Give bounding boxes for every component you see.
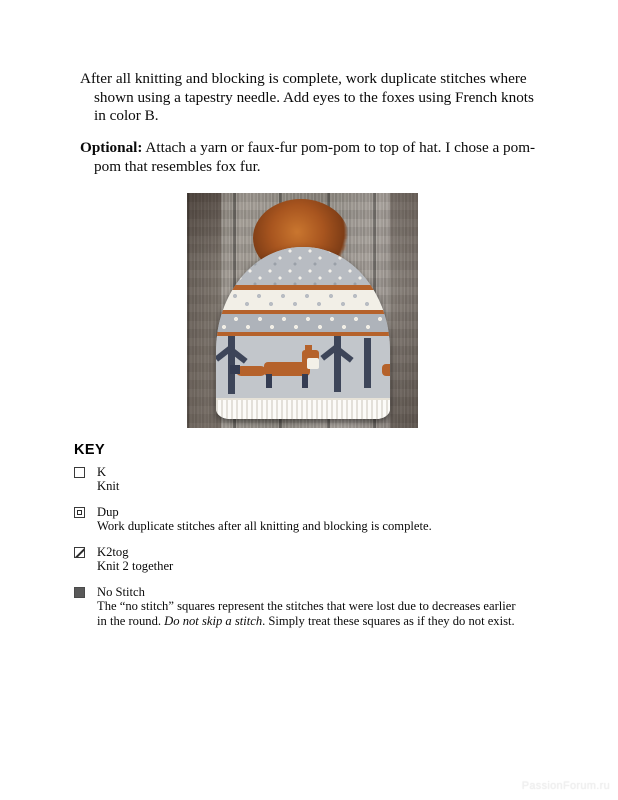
paragraph-instructions-text: After all knitting and blocking is complete, work duplicate stitches where shown using a tapestry needle. Add eyes to the foxes using French knots in color B. (80, 70, 534, 125)
key-desc-k2tog: Knit 2 together (97, 559, 174, 574)
key-entry-dup (74, 505, 524, 534)
key-entry-k (74, 465, 524, 494)
fox-secondary-partial (382, 364, 390, 376)
empty-square-icon (74, 467, 85, 478)
hat-fox-scene-band (216, 336, 390, 398)
hat-photograph (187, 193, 418, 428)
knitted-hat (216, 247, 390, 419)
hat-gray-band-2 (216, 314, 390, 332)
key-label-no-stitch: No Stitch (97, 585, 145, 599)
key-desc-no-stitch (97, 599, 524, 628)
intro-text-block (80, 70, 540, 177)
hat-crown-band (216, 247, 390, 285)
key-desc-no-stitch-emphasis: Do not skip a stitch (164, 614, 263, 628)
fox-tail-tip (230, 365, 240, 374)
fox-leg-back (266, 374, 272, 388)
key-heading: KEY (74, 442, 106, 458)
key-label-k: K (97, 465, 107, 479)
fox-ear (305, 345, 312, 352)
hat-ribbed-brim (216, 398, 390, 419)
fox-tail (236, 366, 266, 376)
square-with-center-square-icon (74, 507, 85, 518)
paragraph-optional (80, 139, 540, 176)
tree-motif-far-right (364, 338, 371, 388)
wood-plank-dark-right (390, 193, 418, 428)
key-entry-k2tog (74, 545, 524, 574)
fox-leg-front (302, 374, 308, 388)
photo-wood-background (187, 193, 418, 428)
key-label-k2tog: K2tog (97, 545, 129, 559)
paragraph-instructions (80, 70, 540, 126)
optional-lead-label: Optional: (80, 139, 143, 157)
square-with-diagonal-icon (74, 547, 85, 558)
watermark: PassionForum.ru (521, 780, 610, 792)
key-desc-k: Knit (97, 479, 120, 494)
key-section (74, 442, 524, 629)
key-entry-no-stitch (74, 585, 524, 629)
key-desc-dup: Work duplicate stitches after all knitting and blocking is complete. (97, 519, 432, 534)
paragraph-optional-text: Attach a yarn or faux-fur pom-pom to top of hat. I chose a pom-pom that resembles fox fur. (94, 139, 536, 175)
filled-gray-square-icon (74, 587, 85, 598)
fox-snout (307, 358, 319, 369)
key-desc-no-stitch-post: . Simply treat these squares as if they do not exist. (262, 614, 515, 628)
key-desc-no-stitch-pre: The “no stitch” squares represent the stitches that were lost due to decreases earlier in the round. (97, 599, 516, 628)
key-label-dup: Dup (97, 505, 119, 519)
hat-cream-band-1 (216, 290, 390, 310)
